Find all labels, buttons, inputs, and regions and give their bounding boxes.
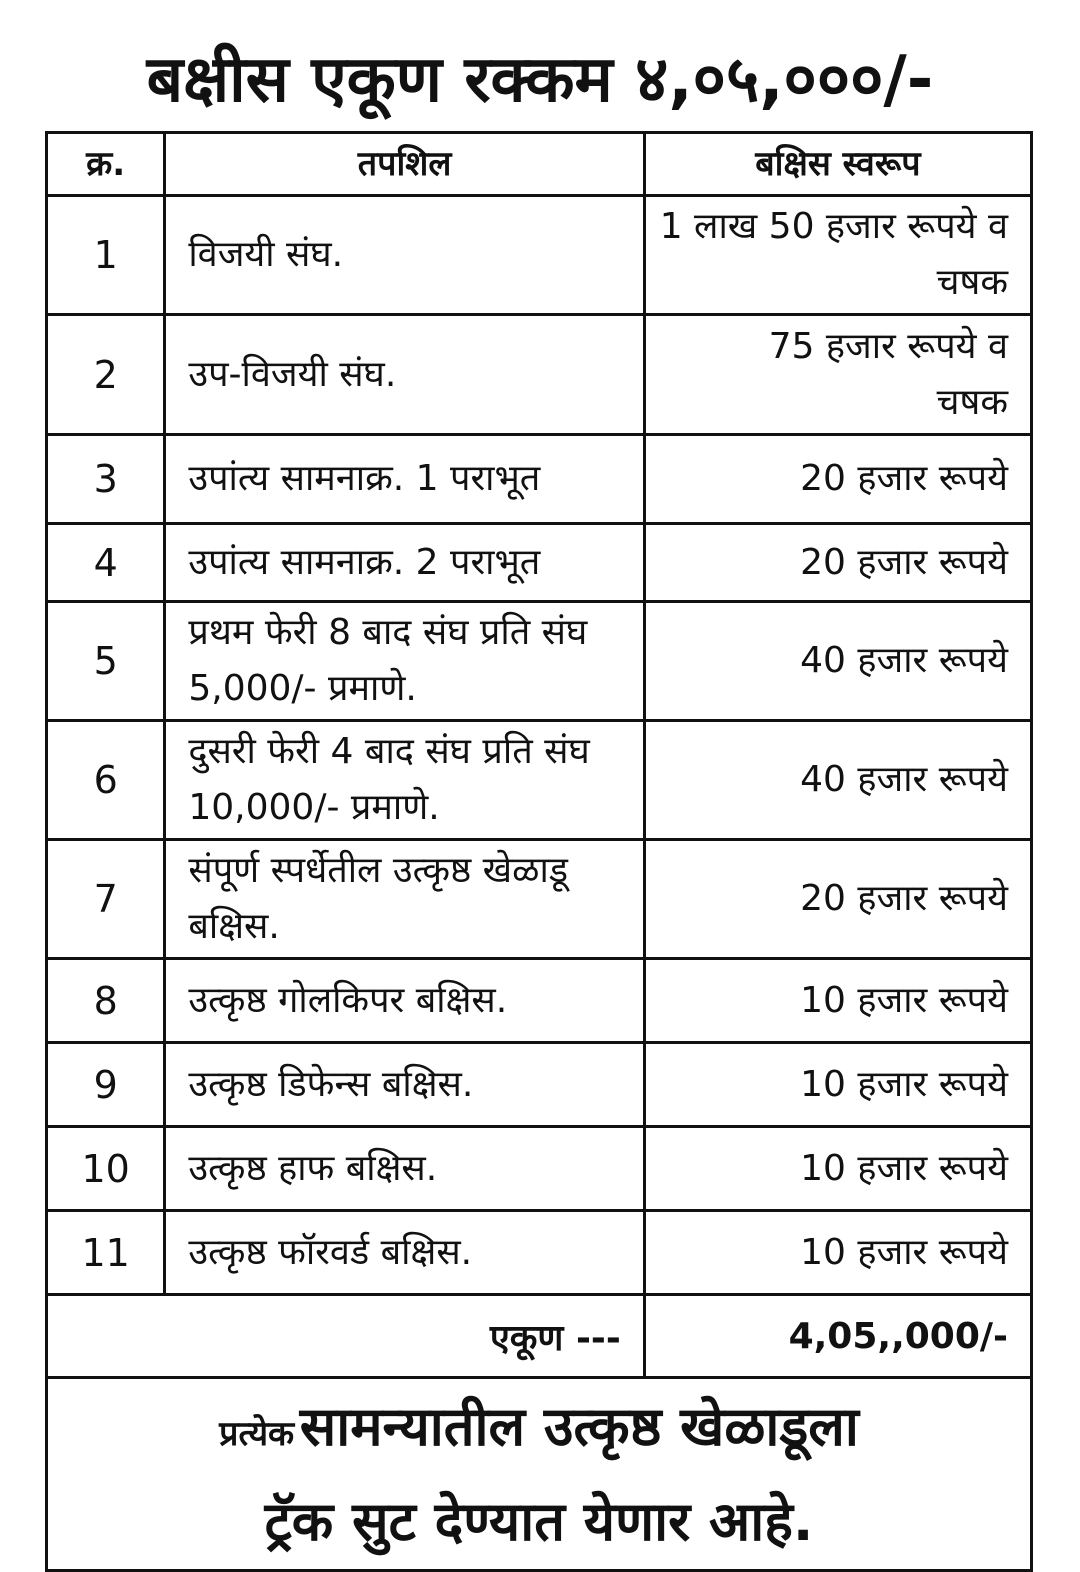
table-row: [47, 435, 1032, 524]
row-description: उत्कृष्ठ गोलकिपर बक्षिस.: [165, 959, 644, 1043]
row-number: 8: [47, 959, 165, 1043]
footer-line-1-small: प्रत्येक: [219, 1413, 295, 1454]
row-description: उपांत्य सामनाक्र. 1 पराभूत: [165, 435, 644, 524]
row-number: 4: [47, 524, 165, 602]
prize-table: [45, 131, 1033, 1572]
row-description: प्रथम फेरी 8 बाद संघ प्रति संघ 5,000/- प्रमाणे.: [165, 602, 644, 721]
row-description: विजयी संघ.: [165, 196, 644, 315]
table-row: [47, 196, 1032, 315]
total-value: 4,05,,000/-: [644, 1295, 1031, 1378]
table-row: [47, 1211, 1032, 1295]
footer-line-2: ट्रॅक सुट देण्यात येणार आहे.: [264, 1489, 814, 1553]
table-row: [47, 602, 1032, 721]
row-prize: 20 हजार रूपये: [644, 840, 1031, 959]
row-prize: 75 हजार रूपये व चषक: [644, 315, 1031, 435]
row-number: 3: [47, 435, 165, 524]
footer-line-1: [48, 1386, 1030, 1481]
table-header-row: [47, 133, 1032, 196]
row-prize: 1 लाख 50 हजार रूपये व चषक: [644, 196, 1031, 315]
row-number: 11: [47, 1211, 165, 1295]
row-description: उप-विजयी संघ.: [165, 315, 644, 435]
row-prize: 10 हजार रूपये: [644, 1211, 1031, 1295]
table-row: [47, 1127, 1032, 1211]
row-prize: 10 हजार रूपये: [644, 1127, 1031, 1211]
row-number: 9: [47, 1043, 165, 1127]
table-row: [47, 959, 1032, 1043]
row-prize: 20 हजार रूपये: [644, 435, 1031, 524]
total-row: [47, 1295, 1032, 1378]
header-prize: बक्षिस स्वरूप: [644, 133, 1031, 196]
page-title: बक्षीस एकूण रक्कम ४,०५,०००/-: [146, 43, 934, 117]
table-row: [47, 315, 1032, 435]
row-number: 6: [47, 721, 165, 840]
row-number: 10: [47, 1127, 165, 1211]
row-description: संपूर्ण स्पर्धेतील उत्कृष्ठ खेळाडू बक्षिस.: [165, 840, 644, 959]
row-description: उत्कृष्ठ हाफ बक्षिस.: [165, 1127, 644, 1211]
row-number: 2: [47, 315, 165, 435]
row-number: 1: [47, 196, 165, 315]
row-prize: 20 हजार रूपये: [644, 524, 1031, 602]
table-row: [47, 840, 1032, 959]
row-description: दुसरी फेरी 4 बाद संघ प्रति संघ 10,000/- प्रमाणे.: [165, 721, 644, 840]
row-prize: 10 हजार रूपये: [644, 959, 1031, 1043]
row-prize: 10 हजार रूपये: [644, 1043, 1031, 1127]
row-description: उत्कृष्ठ फॉरवर्ड बक्षिस.: [165, 1211, 644, 1295]
row-description: उपांत्य सामनाक्र. 2 पराभूत: [165, 524, 644, 602]
row-number: 7: [47, 840, 165, 959]
table-row: [47, 1043, 1032, 1127]
total-label: एकूण ---: [47, 1295, 645, 1378]
row-description: उत्कृष्ठ डिफेन्स बक्षिस.: [165, 1043, 644, 1127]
table-row: [47, 721, 1032, 840]
header-description: तपशिल: [165, 133, 644, 196]
footer-line-1-big: सामन्यातील उत्कृष्ठ खेळाडूला: [299, 1394, 859, 1458]
header-number: क्र.: [47, 133, 165, 196]
table-row: [47, 524, 1032, 602]
row-prize: 40 हजार रूपये: [644, 721, 1031, 840]
footer-note: [47, 1378, 1032, 1571]
row-prize: 40 हजार रूपये: [644, 602, 1031, 721]
row-number: 5: [47, 602, 165, 721]
footer-row: [47, 1378, 1032, 1571]
